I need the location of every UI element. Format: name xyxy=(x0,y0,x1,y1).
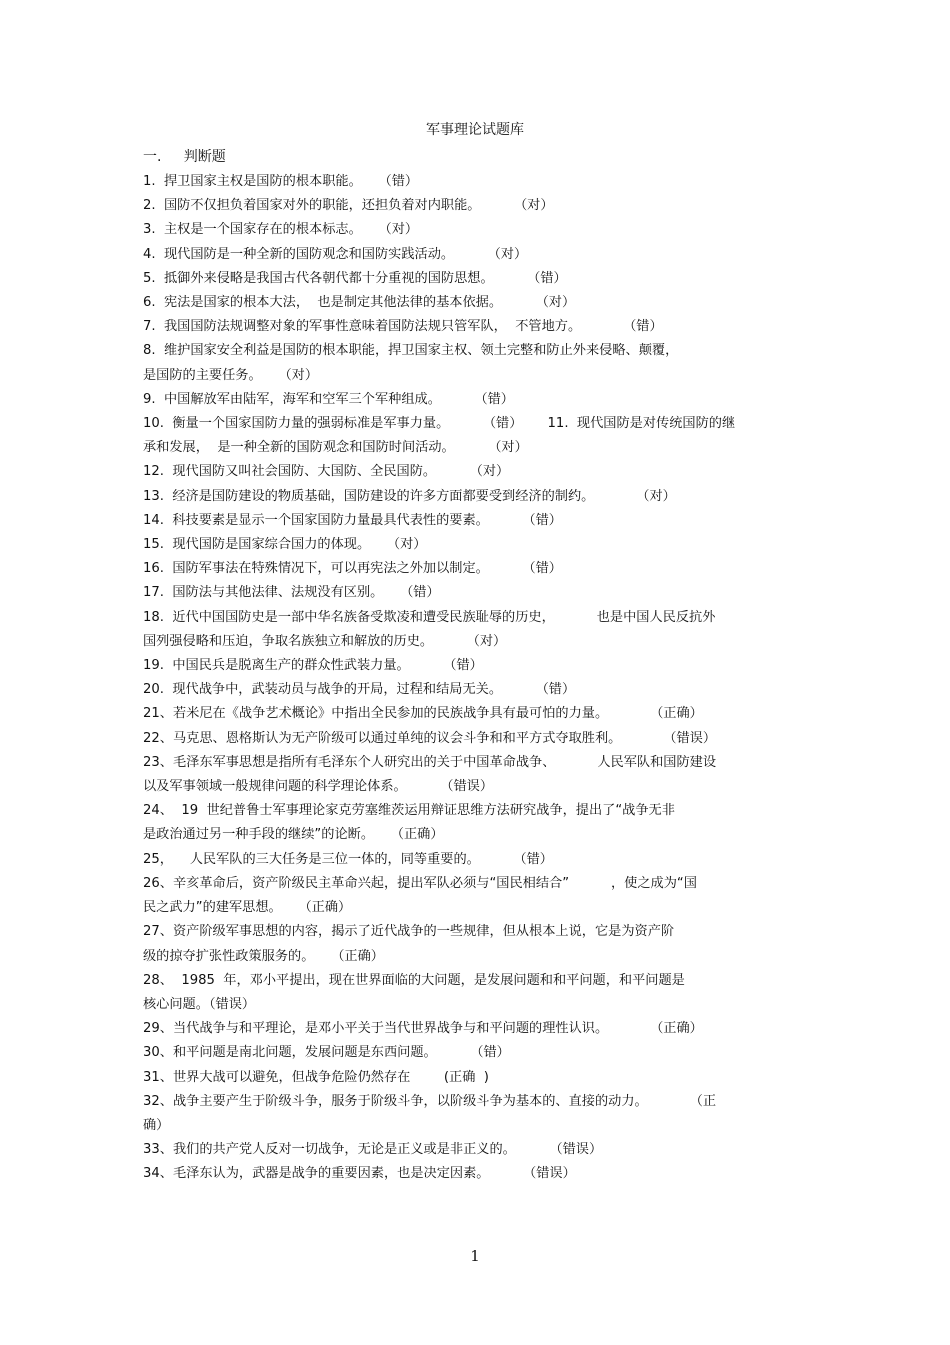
page-title: 军事理论试题库 xyxy=(426,122,524,138)
question-item: 25， 人民军队的三大任务是三位一体的，同等重要的。 （错） xyxy=(143,851,553,867)
question-item: 29、当代战争与和平理论，是邓小平关于当代世界战争与和平问题的理性认识。 （正确） xyxy=(143,1021,703,1037)
question-item: 8. 维护国家安全利益是国防的根本职能，捍卫国家主权、领土完整和防止外来侵略、颠覆， 是国防的主要任务。 （对） xyxy=(143,343,679,383)
question-item: 21、若米尼在《战争艺术概论》中指出全民参加的民族战争具有最可怕的力量。 （正确） xyxy=(143,706,703,722)
question-item: 1. 捍卫国家主权是国防的根本职能。 （错） xyxy=(143,174,419,189)
question-item: 17. 国防法与其他法律、法规没有区别。 （错） xyxy=(143,585,440,601)
question-item: 6. 宪法是国家的根本大法， 也是制定其他法律的基本依据。 （对） xyxy=(143,295,576,311)
question-item: 22、马克思、恩格斯认为无产阶级可以通过单纯的议会斗争和和平方式夺取胜利。 （错误） xyxy=(143,730,717,746)
question-item: 16. 国防军事法在特殊情况下，可以再宪法之外加以制定。 （错） xyxy=(143,561,562,577)
question-item: 10. 衡量一个国家国防力量的强弱标准是军事力量。 （错） 11. 现代国防是对传统国防的继 承和发展， 是一种全新的国防观念和国防时间活动。 （对） xyxy=(143,416,736,456)
question-item: 27、资产阶级军事思想的内容，揭示了近代战争的一些规律，但从根本上说，它是为资产阶 级的掠夺扩张性政策服务的。 （正确） xyxy=(143,924,675,964)
question-item: 7. 我国国防法规调整对象的军事性意味着国防法规只管军队， 不管地方。 （错） xyxy=(143,319,663,335)
question-item: 30、和平问题是南北问题，发展问题是东西问题。 （错） xyxy=(143,1045,510,1061)
question-item: 18. 近代中国国防史是一部中华名族备受欺凌和遭受民族耻辱的历史， 也是中国人民反抗外 国列强侵略和压迫，争取名族独立和解放的历史。 （对） xyxy=(143,609,716,649)
question-item: 5. 抵御外来侵略是我国古代各朝代都十分重视的国防思想。 （错） xyxy=(143,270,567,286)
question-item: 19. 中国民兵是脱离生产的群众性武装力量。 （错） xyxy=(143,658,483,674)
question-item: 24、 19 世纪普鲁士军事理论家克劳塞维茨运用辩证思维方法研究战争，提出了“战争无非 是政治通过另一种手段的继续”的论断。 （正确） xyxy=(143,803,675,843)
question-item: 4. 现代国防是一种全新的国防观念和国防实践活动。 （对） xyxy=(143,246,528,262)
question-item: 23、毛泽东军事思想是指所有毛泽东个人研究出的关于中国革命战争、 人民军队和国防建设 以及军事领域一般规律问题的科学理论体系。 （错误） xyxy=(143,754,717,795)
question-item: 2. 国防不仅担负着国家对外的职能，还担负着对内职能。 （对） xyxy=(143,198,554,214)
question-item: 34、毛泽东认为，武器是战争的重要因素，也是决定因素。 （错误） xyxy=(143,1166,576,1182)
question-item: 13. 经济是国防建设的物质基础，国防建设的许多方面都要受到经济的制约。 （对） xyxy=(143,488,676,504)
section-heading: 一. 判断题 xyxy=(143,149,226,165)
question-item: 26、辛亥革命后，资产阶级民主革命兴起，提出军队必须与“国民相结合” ，使之成为“国 民之武力”的建军思想。 （正确） xyxy=(143,875,697,916)
page-number: 1 xyxy=(470,1247,480,1265)
question-item: 32、战争主要产生于阶级斗争，服务于阶级斗争，以阶级斗争为基本的、直接的动力。 （正 确） xyxy=(143,1093,717,1133)
question-item: 33、我们的共产党人反对一切战争，无论是正义或是非正义的。 （错误） xyxy=(143,1142,603,1158)
question-item: 15. 现代国防是国家综合国力的体现。 （对） xyxy=(143,537,427,553)
question-item: 28、 1985 年，邓小平提出，现在世界面临的大问题，是发展问题和和平问题，和平问题是 核心问题。（错误） xyxy=(143,972,685,1012)
question-item: 3. 主权是一个国家存在的根本标志。 （对） xyxy=(143,222,419,238)
question-list xyxy=(143,170,823,1187)
question-item: 12. 现代国防又叫社会国防、大国防、全民国防。 （对） xyxy=(143,464,510,480)
question-item: 31、世界大战可以避免，但战争危险仍然存在 (正确 ) xyxy=(143,1069,489,1085)
question-item: 9. 中国解放军由陆军，海军和空军三个军种组成。 （错） xyxy=(143,391,514,407)
question-item: 20. 现代战争中，武装动员与战争的开局，过程和结局无关。 （错） xyxy=(143,682,576,698)
question-item: 14. 科技要素是显示一个国家国防力量最具代表性的要素。 （错） xyxy=(143,512,562,528)
